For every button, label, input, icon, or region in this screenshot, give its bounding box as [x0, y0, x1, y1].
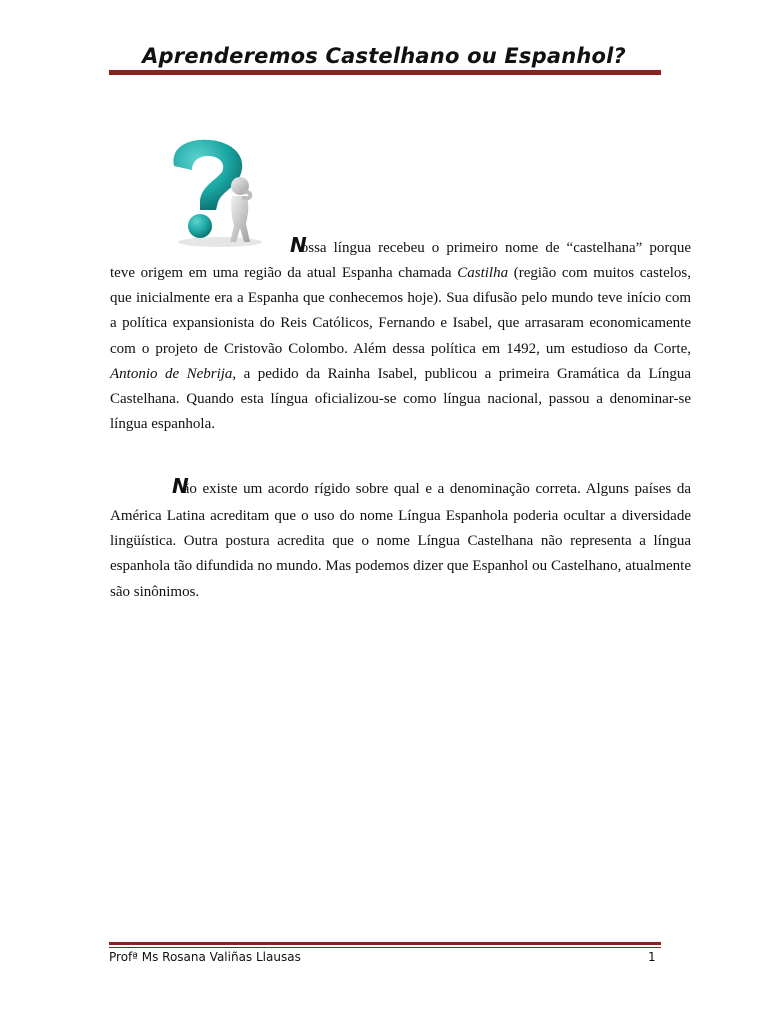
paragraph-2-body: América Latina acreditam que o uso do nome Língua Espanhola poderia ocultar a diversidade lingüística. Outra postura acredita que o nome Língua Castelhana não representa a língua espanhola tão difundida no mundo. Mas podemos dizer que Espanhol ou Castelhano, atualmente são sinônimos.: [110, 508, 691, 600]
footer-author: Profª Ms Rosana Valiñas Llausas: [109, 950, 301, 964]
paragraph-2-line-1: ão existe um acordo rígido sobre qual e a denominação correta. Alguns países da: [182, 481, 691, 497]
drop-cap: N: [290, 233, 301, 257]
paragraph-1-line-1: ossa língua recebeu o primeiro nome de “castelhana” porque: [300, 240, 691, 256]
paragraph-2-first-line: [110, 474, 691, 501]
paragraph-1-body: [110, 261, 691, 437]
paragraph-1-italic-nebrija: Antonio de Nebrija: [110, 365, 233, 382]
header-divider: [109, 70, 661, 75]
paragraph-1-italic-castilha: Castilha: [457, 265, 509, 281]
footer-divider-thin: [109, 947, 661, 948]
page-title: Aprenderemos Castelhano ou Espanhol?: [142, 44, 626, 68]
drop-cap: N: [172, 474, 183, 498]
question-mark-thinking-person-icon: [160, 136, 278, 250]
paragraph-1-text-b: (região com muitos castelos, que inicialmente era a Espanha que conhecemos hoje). Sua difusão pelo mundo teve início com a política expansionista do Reis Católicos, Fernando e Isabel, que arrasaram economicamente com o projeto de Cristovão Colombo. Além dessa política em 1492, um estudioso da Corte,: [110, 265, 691, 357]
paragraph-1-first-line: [290, 233, 691, 260]
paragraph-1-text-c: , a pedido da Rainha Isabel, publicou a primeira Gramática da Língua Castelhana. Quando esta língua oficializou-se como língua nacional, passou a denominar-se língua espanhola.: [110, 365, 691, 433]
footer-divider: [109, 942, 661, 945]
paragraph-1-text-a: teve origem em uma região da atual Espanha chamada: [110, 265, 458, 281]
page-number: 1: [648, 950, 656, 964]
